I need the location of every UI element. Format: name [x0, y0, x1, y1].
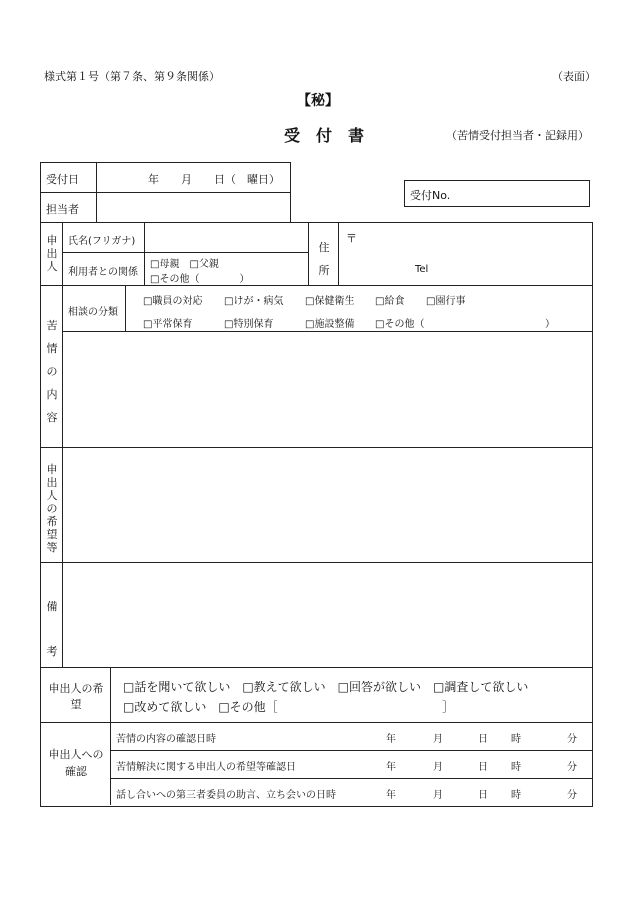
category-injury-illness[interactable]: □けが・病気	[224, 296, 284, 307]
unit-year: 年	[386, 734, 396, 745]
category-regular-care[interactable]: □平常保育	[143, 319, 193, 330]
unit-minute: 分	[567, 790, 577, 801]
address-label: 住 所	[318, 241, 330, 277]
unit-minute: 分	[567, 734, 577, 745]
unit-year: 年	[386, 790, 396, 801]
hope-other-close: ］	[442, 700, 455, 714]
remarks-section-label: 備 考	[46, 600, 58, 658]
unit-month: 月	[433, 734, 443, 745]
unit-minute: 分	[567, 762, 577, 773]
relation-label: 利用者との関係	[68, 267, 138, 278]
postal-mark: 〒	[346, 232, 357, 245]
hope-label: 申出人の希望	[48, 682, 104, 711]
confirm-row-wish-date: 苦情解決に関する申出人の希望等確認日	[116, 762, 296, 773]
unit-hour: 時	[511, 790, 521, 801]
unit-day: 日	[478, 762, 488, 773]
hope-options-line2[interactable]: □改めて欲しい □その他［	[123, 700, 278, 714]
wishes-content-area[interactable]	[63, 448, 591, 561]
relation-option-parents[interactable]: □母親 □父親	[150, 259, 219, 270]
category-special-care[interactable]: □特別保育	[224, 319, 274, 330]
unit-hour: 時	[511, 762, 521, 773]
category-events[interactable]: □園行事	[426, 296, 466, 307]
unit-month: 月	[433, 762, 443, 773]
unit-year: 年	[386, 762, 396, 773]
category-hygiene[interactable]: □保健衛生	[305, 296, 355, 307]
remarks-content-area[interactable]	[63, 563, 591, 666]
category-other-close: ）	[545, 319, 555, 330]
applicant-section-label: 申 出 人	[46, 234, 58, 273]
form-side: （表面）	[552, 70, 596, 83]
confirm-label: 申出人への確認	[48, 748, 104, 778]
form-number: 様式第１号（第７条、第９条関係）	[44, 70, 220, 83]
document-title: 受 付 書	[284, 126, 365, 145]
name-label: 氏名(フリガナ)	[68, 236, 136, 247]
tel-label: Tel	[415, 264, 429, 275]
relation-option-other[interactable]: □その他（ ）	[150, 274, 250, 285]
hope-options-line1[interactable]: □話を聞いて欲しい □教えて欲しい □回答が欲しい □調査して欲しい	[123, 680, 529, 694]
category-facilities[interactable]: □施設整備	[305, 319, 355, 330]
unit-day: 日	[478, 790, 488, 801]
category-meals[interactable]: □給食	[375, 296, 405, 307]
staff-label: 担当者	[46, 203, 79, 216]
confidential-mark: 【秘】	[297, 93, 339, 109]
reception-number-label: 受付No.	[410, 189, 451, 202]
unit-hour: 時	[511, 734, 521, 745]
confirm-row-content-date: 苦情の内容の確認日時	[116, 734, 216, 745]
reception-date-label: 受付日	[46, 173, 79, 186]
document-purpose: （苦情受付担当者・記録用）	[446, 129, 589, 142]
unit-day: 日	[478, 734, 488, 745]
category-other[interactable]: □その他（	[375, 319, 425, 330]
confirm-row-thirdparty-date: 話し合いへの第三者委員の助言、立ち会いの日時	[116, 790, 336, 801]
complaint-content-area[interactable]	[63, 332, 591, 446]
reception-date-value: 年 月 日（ 曜日）	[148, 173, 280, 186]
wishes-section-label: 申 出 人 の 希 望 等	[46, 463, 58, 554]
unit-month: 月	[433, 790, 443, 801]
complaint-section-label: 苦 情 の 内 容	[46, 319, 58, 424]
category-staff-response[interactable]: □職員の対応	[143, 296, 203, 307]
category-label: 相談の分類	[68, 307, 118, 318]
